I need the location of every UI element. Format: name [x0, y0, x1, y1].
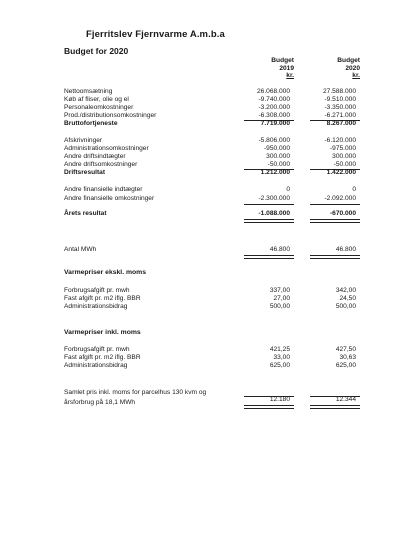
row-label: Antal MWh — [64, 246, 97, 253]
section-heading-excl-vat: Varmepriser ekskl. moms — [64, 269, 146, 276]
value-2020: -6.120.000 — [324, 137, 356, 144]
row-annual-result — [64, 210, 364, 218]
value-2020: 30,63 — [339, 354, 356, 361]
row-financial-income — [64, 186, 364, 194]
value-2020: 300.000 — [332, 153, 356, 160]
column-header-year: 2020 — [345, 64, 360, 72]
row-label: Andre finansielle indtægter — [64, 186, 143, 193]
row-fuel-purchases — [64, 96, 364, 104]
row-financial-costs — [64, 195, 364, 203]
column-header-line1: Budget — [271, 57, 294, 64]
row-label: Personaleomkostninger — [64, 104, 134, 111]
row-label: Driftsresultat — [64, 169, 106, 176]
value-2020: 27.588.000 — [322, 88, 356, 95]
value-2020: 12.344 — [335, 396, 356, 403]
row-depreciation — [64, 137, 364, 145]
row-label: Forbrugsafgift pr. mwh — [64, 287, 130, 294]
row-usage-fee-excl — [64, 287, 364, 295]
value-2019: -6.308.000 — [258, 112, 290, 119]
row-admin-costs — [64, 145, 364, 153]
total-double-rule — [310, 255, 360, 259]
row-label: Fast afgift pr. m2 iflg. BBR — [64, 295, 141, 302]
value-2020: 625,00 — [335, 362, 356, 369]
value-2020: -670.000 — [329, 210, 356, 217]
row-label: Andre driftsindtægter — [64, 153, 126, 160]
value-2019: -50.000 — [267, 161, 290, 168]
company-title: Fjerritslev Fjernvarme A.m.b.a — [86, 29, 225, 40]
value-2020: -975.000 — [329, 145, 356, 152]
row-label: Årets resultat — [64, 210, 107, 217]
value-2019: 0 — [286, 186, 290, 193]
value-2019: 27,00 — [273, 295, 290, 302]
value-2020: -6.271.000 — [324, 112, 356, 119]
column-header-2019 — [244, 57, 294, 80]
value-2020: 342,00 — [335, 287, 356, 294]
subtotal-rule — [244, 396, 294, 397]
value-2019: -1.088.000 — [258, 210, 290, 217]
total-double-rule — [244, 255, 294, 259]
total-double-rule — [310, 219, 360, 223]
column-header-unit: kr. — [286, 72, 294, 80]
column-header-unit: kr. — [352, 72, 360, 80]
row-gross-profit — [64, 120, 364, 128]
column-header-2020 — [310, 57, 360, 80]
value-2020: 1.422.000 — [326, 169, 356, 176]
value-2019: -950.000 — [263, 145, 290, 152]
row-label: Andre driftsomkostninger — [64, 161, 138, 168]
value-2019: 12.180 — [269, 396, 290, 403]
row-label: Prod./distributionsomkostninger — [64, 112, 157, 119]
subtotal-rule — [310, 204, 360, 205]
value-2019: 46.800 — [269, 246, 290, 253]
column-header-line1: Budget — [337, 57, 360, 64]
value-2019: 625,00 — [269, 362, 290, 369]
value-2019: -3.200.000 — [258, 104, 290, 111]
row-staff-costs — [64, 104, 364, 112]
value-2019: 7.719.000 — [260, 120, 290, 127]
row-label: Fast afgift pr. m2 iflg. BBR — [64, 354, 141, 361]
value-2020: -3.350.000 — [324, 104, 356, 111]
row-label: Afskrivninger — [64, 137, 103, 144]
value-2020: 500,00 — [335, 303, 356, 310]
value-2020: -50.000 — [333, 161, 356, 168]
row-label: Administrationsbidrag — [64, 303, 128, 310]
value-2020: 8.267.000 — [326, 120, 356, 127]
value-2019: 26.068.000 — [256, 88, 290, 95]
total-double-rule — [310, 405, 360, 409]
value-2019: 1.212.000 — [260, 169, 290, 176]
row-label: Køb af fliser, olie og el — [64, 96, 129, 103]
value-2019: 33,00 — [273, 354, 290, 361]
row-fixed-fee-incl — [64, 354, 364, 362]
value-2020: 0 — [352, 186, 356, 193]
value-2019: -2.300.000 — [258, 195, 290, 202]
value-2020: 24,50 — [339, 295, 356, 302]
total-double-rule — [244, 405, 294, 409]
value-2019: 500,00 — [269, 303, 290, 310]
row-mwh-count — [64, 246, 364, 254]
value-2019: -9.740.000 — [258, 96, 290, 103]
row-label: Bruttofortjeneste — [64, 120, 118, 127]
value-2020: -9.510.000 — [324, 96, 356, 103]
total-price-note: Samlet pris inkl. moms for parcelhus 130 kvm og årsforbrug på 18,1 MWh — [64, 389, 207, 406]
row-label: Andre finansielle omkostninger — [64, 195, 155, 202]
value-2020: 46.800 — [335, 246, 356, 253]
subtotal-rule — [244, 204, 294, 205]
row-production-costs — [64, 112, 364, 120]
subtotal-rule — [310, 396, 360, 397]
row-net-revenue — [64, 88, 364, 96]
row-other-operating-income — [64, 153, 364, 161]
total-double-rule — [244, 219, 294, 223]
value-2019: 421,25 — [269, 346, 290, 353]
row-operating-result — [64, 169, 364, 177]
value-2019: -5.806.000 — [258, 137, 290, 144]
row-label: Forbrugsafgift pr. mwh — [64, 346, 130, 353]
value-2019: 337,00 — [269, 287, 290, 294]
row-label: Nettoomsætning — [64, 88, 113, 95]
value-2019: 300.000 — [266, 153, 290, 160]
row-fixed-fee-excl — [64, 295, 364, 303]
budget-subtitle: Budget for 2020 — [64, 46, 129, 56]
row-admin-fee-incl — [64, 362, 364, 370]
row-label: Administrationsbidrag — [64, 362, 128, 369]
value-2020: 427,50 — [335, 346, 356, 353]
row-other-operating-costs — [64, 161, 364, 169]
row-admin-fee-excl — [64, 303, 364, 311]
column-header-year: 2019 — [279, 64, 294, 72]
row-label: Administrationsomkostninger — [64, 145, 149, 152]
row-usage-fee-incl — [64, 346, 364, 354]
value-2020: -2.092.000 — [324, 195, 356, 202]
row-total-price — [64, 396, 364, 404]
section-heading-incl-vat: Varmepriser inkl. moms — [64, 329, 141, 336]
